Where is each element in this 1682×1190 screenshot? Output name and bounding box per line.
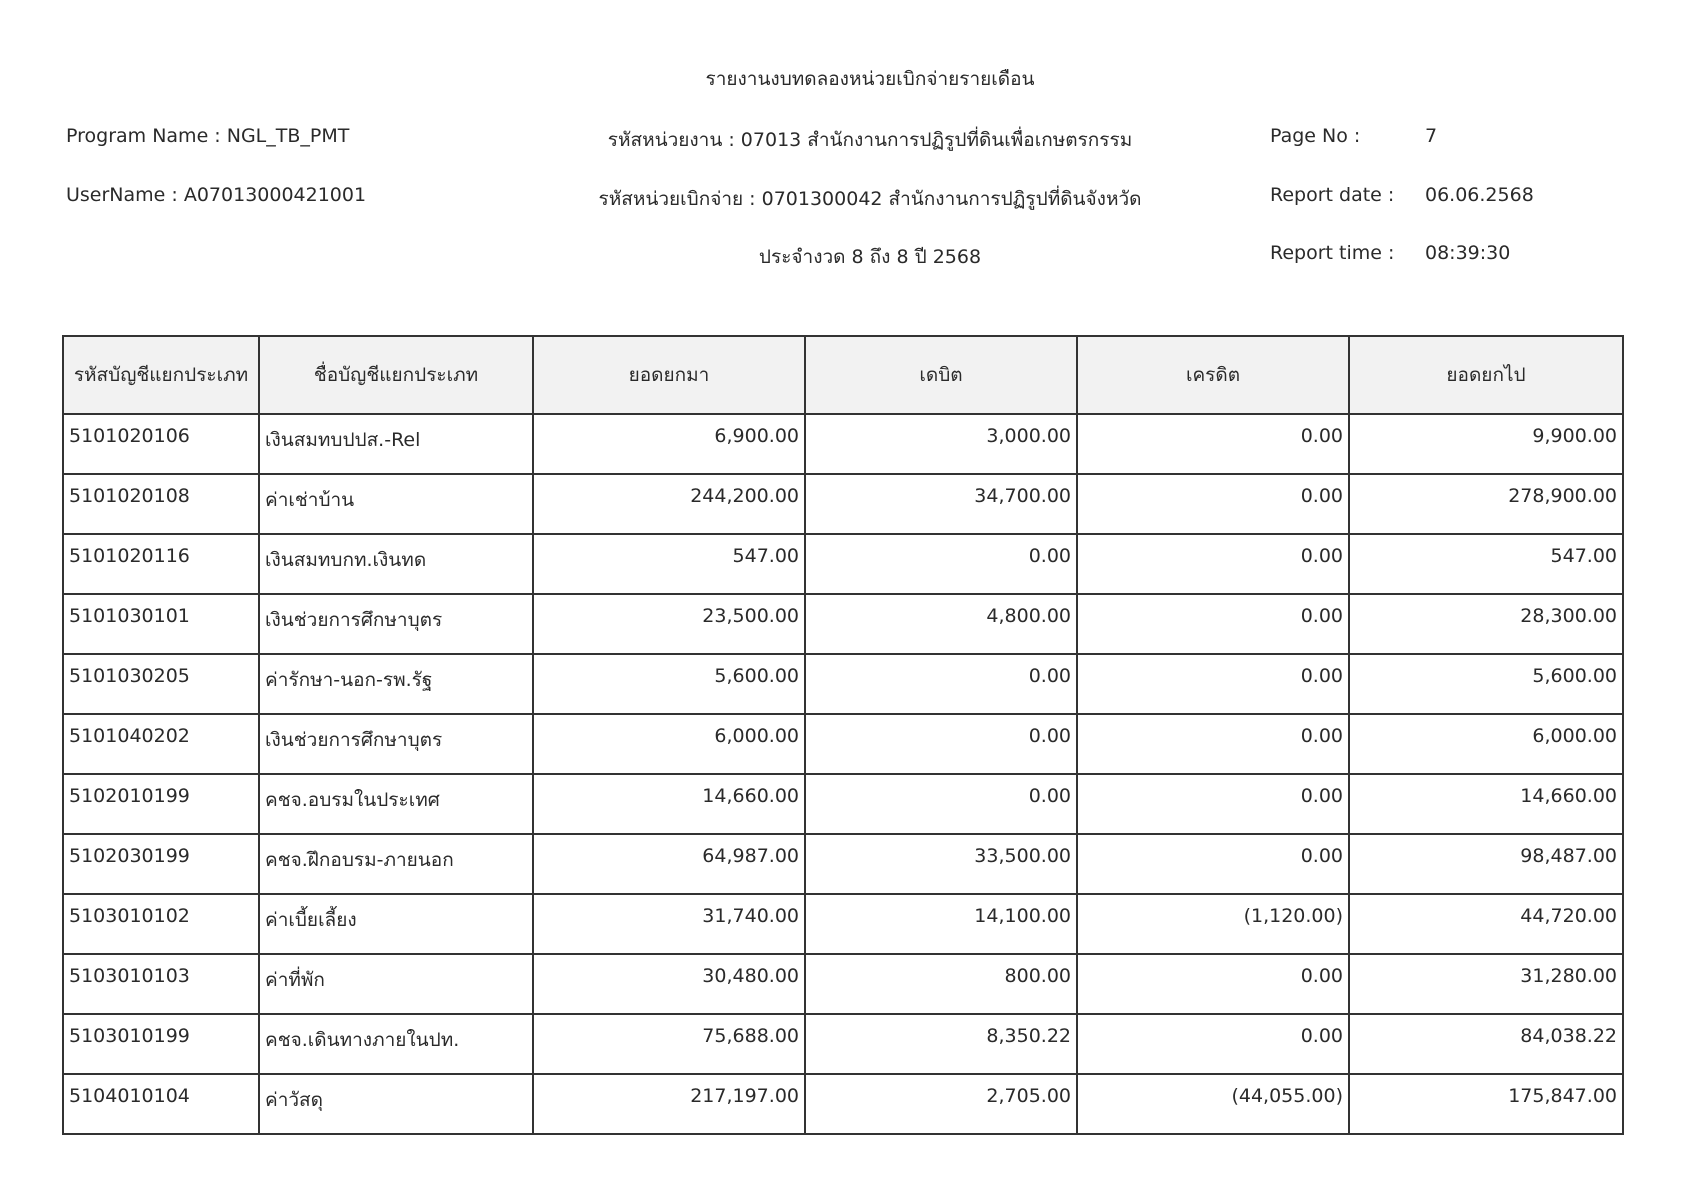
table-row [63, 954, 1623, 1014]
cell-credit: 0.00 [1077, 954, 1349, 1014]
cell-credit: 0.00 [1077, 654, 1349, 714]
cell-account-code: 5101020116 [63, 534, 259, 594]
cell-debit: 34,700.00 [805, 474, 1077, 534]
cell-account-name: ค่าวัสดุ [259, 1074, 533, 1134]
table-row [63, 474, 1623, 534]
cell-credit: 0.00 [1077, 594, 1349, 654]
cell-closing-balance: 547.00 [1349, 534, 1623, 594]
cell-closing-balance: 5,600.00 [1349, 654, 1623, 714]
cell-account-name: เงินช่วยการศึกษาบุตร [259, 714, 533, 774]
report-title: รายงานงบทดลองหน่วยเบิกจ่ายรายเดือน [705, 68, 1035, 90]
col-header-closing-balance: ยอดยกไป [1349, 336, 1623, 414]
table-row [63, 654, 1623, 714]
cell-closing-balance: 9,900.00 [1349, 414, 1623, 474]
cell-credit: 0.00 [1077, 414, 1349, 474]
cell-debit: 0.00 [805, 714, 1077, 774]
cell-credit: 0.00 [1077, 714, 1349, 774]
user-name: UserName : A07013000421001 [66, 184, 367, 206]
col-header-account-name: ชื่อบัญชีแยกประเภท [259, 336, 533, 414]
col-header-account-code: รหัสบัญชีแยกประเภท [63, 336, 259, 414]
table-row [63, 1014, 1623, 1074]
cell-opening-balance: 14,660.00 [533, 774, 805, 834]
cell-debit: 3,000.00 [805, 414, 1077, 474]
cell-account-code: 5104010104 [63, 1074, 259, 1134]
col-header-debit: เดบิต [805, 336, 1077, 414]
cell-opening-balance: 217,197.00 [533, 1074, 805, 1134]
cell-opening-balance: 6,000.00 [533, 714, 805, 774]
cell-account-name: ค่ารักษา-นอก-รพ.รัฐ [259, 654, 533, 714]
cell-credit: 0.00 [1077, 534, 1349, 594]
cell-credit: (44,055.00) [1077, 1074, 1349, 1134]
cell-account-code: 5102030199 [63, 834, 259, 894]
cell-account-name: เงินสมทบปปส.-Rel [259, 414, 533, 474]
report-period: ประจำงวด 8 ถึง 8 ปี 2568 [758, 246, 982, 268]
cell-account-code: 5101040202 [63, 714, 259, 774]
cell-closing-balance: 278,900.00 [1349, 474, 1623, 534]
cell-opening-balance: 31,740.00 [533, 894, 805, 954]
table-row [63, 774, 1623, 834]
cell-account-name: คชจ.อบรมในประเทศ [259, 774, 533, 834]
cell-credit: 0.00 [1077, 474, 1349, 534]
cell-credit: (1,120.00) [1077, 894, 1349, 954]
table-row [63, 714, 1623, 774]
cell-account-code: 5103010102 [63, 894, 259, 954]
cell-account-name: คชจ.ฝึกอบรม-ภายนอก [259, 834, 533, 894]
cell-closing-balance: 14,660.00 [1349, 774, 1623, 834]
cell-account-code: 5103010199 [63, 1014, 259, 1074]
col-header-credit: เครดิต [1077, 336, 1349, 414]
cell-closing-balance: 44,720.00 [1349, 894, 1623, 954]
page-no-label: Page No : [1270, 125, 1361, 147]
cell-account-code: 5101030101 [63, 594, 259, 654]
cell-account-code: 5101020108 [63, 474, 259, 534]
cell-opening-balance: 547.00 [533, 534, 805, 594]
report-date-label: Report date : [1270, 184, 1395, 206]
cell-debit: 33,500.00 [805, 834, 1077, 894]
cell-account-code: 5101020106 [63, 414, 259, 474]
cell-debit: 8,350.22 [805, 1014, 1077, 1074]
cell-account-name: ค่าที่พัก [259, 954, 533, 1014]
table-row [63, 534, 1623, 594]
cell-account-code: 5101030205 [63, 654, 259, 714]
report-time-label: Report time : [1270, 242, 1395, 264]
cell-closing-balance: 84,038.22 [1349, 1014, 1623, 1074]
cell-opening-balance: 244,200.00 [533, 474, 805, 534]
table-header-row [63, 336, 1623, 414]
trial-balance-table [62, 335, 1624, 1135]
cell-credit: 0.00 [1077, 1014, 1349, 1074]
report-date-value: 06.06.2568 [1425, 184, 1534, 206]
cell-debit: 4,800.00 [805, 594, 1077, 654]
cell-credit: 0.00 [1077, 834, 1349, 894]
table-row [63, 414, 1623, 474]
cell-debit: 2,705.00 [805, 1074, 1077, 1134]
table-row [63, 1074, 1623, 1134]
cell-opening-balance: 23,500.00 [533, 594, 805, 654]
cell-closing-balance: 28,300.00 [1349, 594, 1623, 654]
agency-code: รหัสหน่วยงาน : 07013 สำนักงานการปฏิรูปที่ดินเพื่อเกษตรกรรม [607, 129, 1133, 151]
cell-closing-balance: 6,000.00 [1349, 714, 1623, 774]
report-time-value: 08:39:30 [1425, 242, 1511, 264]
cell-opening-balance: 5,600.00 [533, 654, 805, 714]
cell-account-name: ค่าเบี้ยเลี้ยง [259, 894, 533, 954]
cell-debit: 0.00 [805, 534, 1077, 594]
program-name: Program Name : NGL_TB_PMT [66, 125, 350, 147]
cell-debit: 0.00 [805, 654, 1077, 714]
cell-debit: 14,100.00 [805, 894, 1077, 954]
cell-account-name: เงินช่วยการศึกษาบุตร [259, 594, 533, 654]
cell-debit: 800.00 [805, 954, 1077, 1014]
cell-account-name: คชจ.เดินทางภายในปท. [259, 1014, 533, 1074]
table-row [63, 594, 1623, 654]
cell-opening-balance: 64,987.00 [533, 834, 805, 894]
cell-opening-balance: 75,688.00 [533, 1014, 805, 1074]
cell-opening-balance: 6,900.00 [533, 414, 805, 474]
cell-debit: 0.00 [805, 774, 1077, 834]
cell-closing-balance: 31,280.00 [1349, 954, 1623, 1014]
cell-account-name: ค่าเช่าบ้าน [259, 474, 533, 534]
cell-account-name: เงินสมทบกท.เงินทด [259, 534, 533, 594]
table-row [63, 894, 1623, 954]
cell-closing-balance: 175,847.00 [1349, 1074, 1623, 1134]
table-row [63, 834, 1623, 894]
cell-credit: 0.00 [1077, 774, 1349, 834]
cell-opening-balance: 30,480.00 [533, 954, 805, 1014]
cell-closing-balance: 98,487.00 [1349, 834, 1623, 894]
cell-account-code: 5102010199 [63, 774, 259, 834]
page-no-value: 7 [1425, 125, 1438, 147]
col-header-opening-balance: ยอดยกมา [533, 336, 805, 414]
cell-account-code: 5103010103 [63, 954, 259, 1014]
disbursing-unit: รหัสหน่วยเบิกจ่าย : 0701300042 สำนักงานการปฏิรูปที่ดินจังหวัด [598, 188, 1142, 210]
